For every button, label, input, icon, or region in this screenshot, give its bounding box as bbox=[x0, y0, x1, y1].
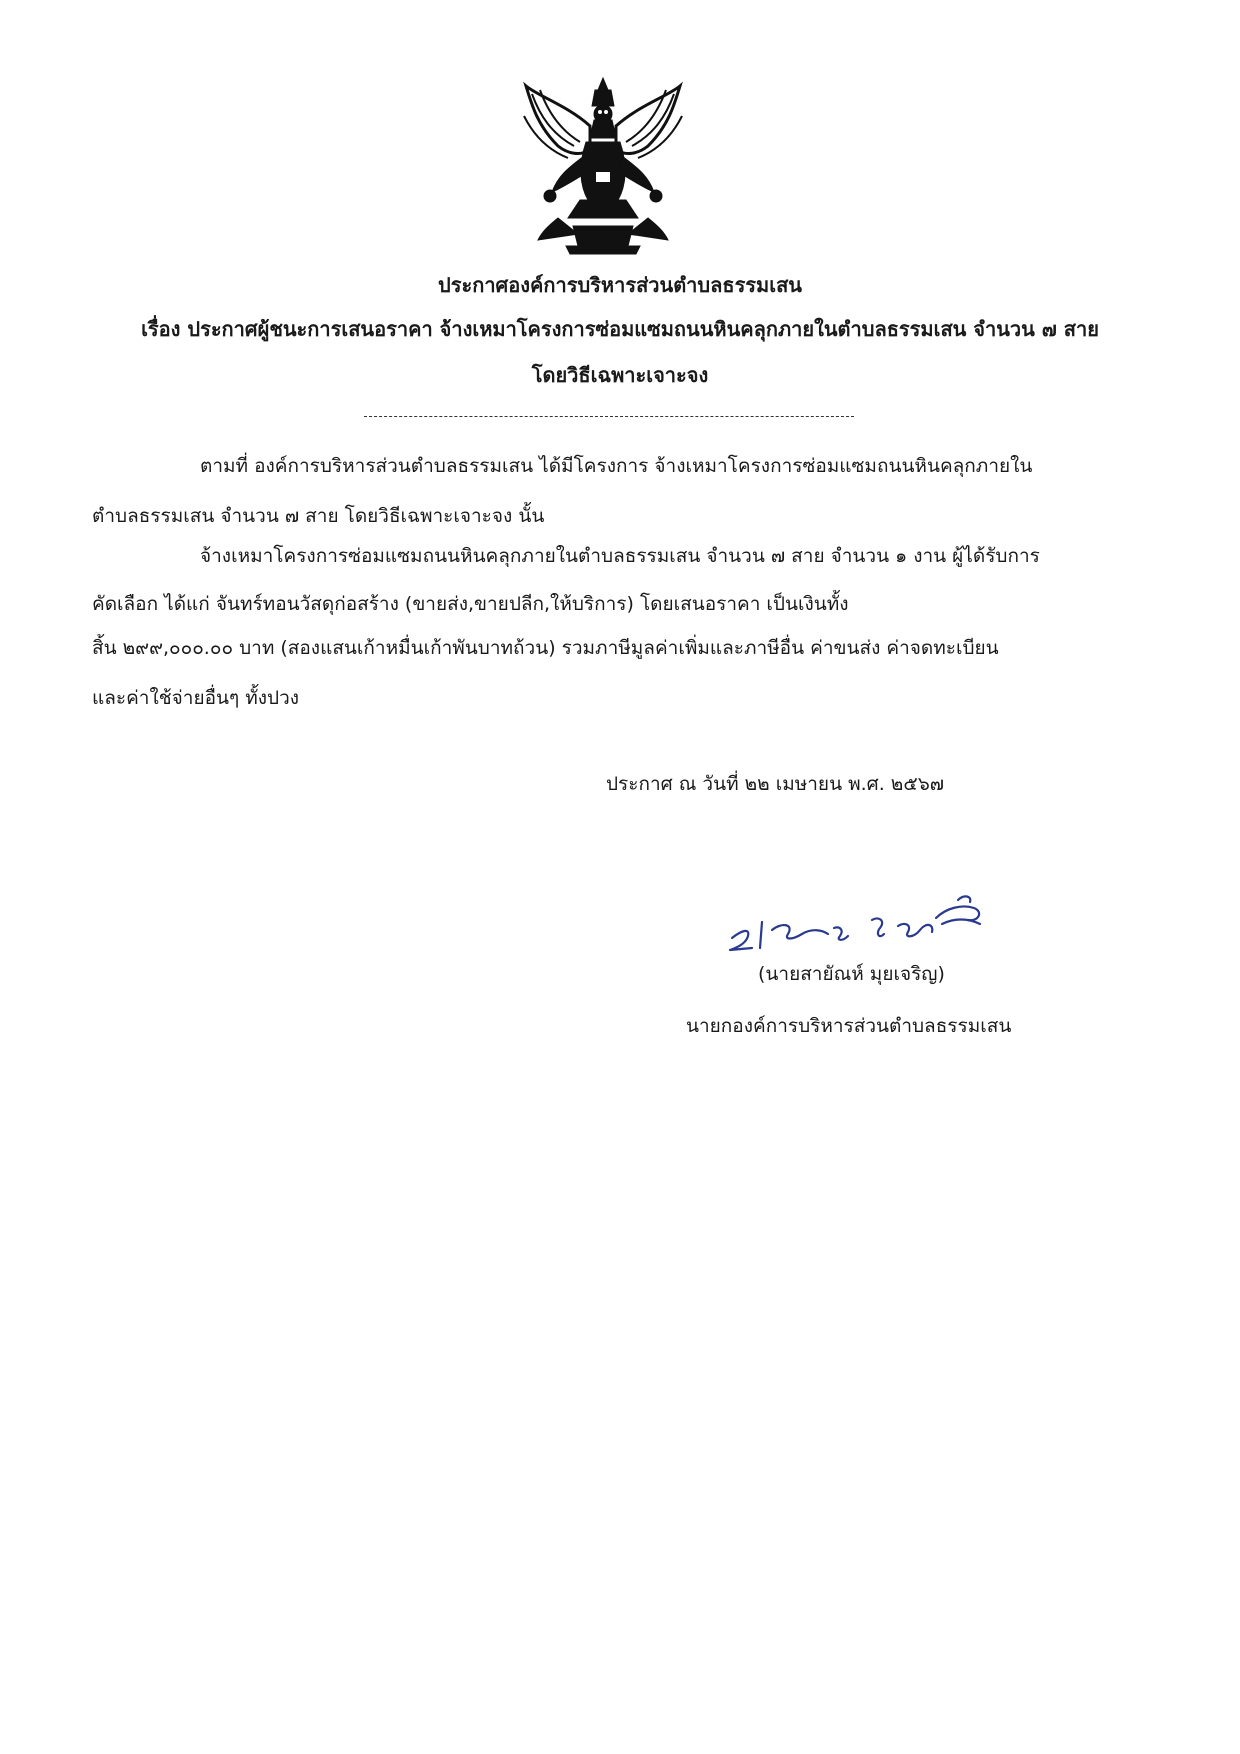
paragraph-1-line-1: ตามที่ องค์การบริหารส่วนตำบลธรรมเสน ได้มีโครงการ จ้างเหมาโครงการซ่อมแซมถนนหินคลุกภายใน bbox=[200, 455, 1033, 477]
paragraph-2-line-4: และค่าใช้จ่ายอื่นๆ ทั้งปวง bbox=[92, 687, 300, 709]
announcement-subject: เรื่อง ประกาศผู้ชนะการเสนอราคา จ้างเหมาโครงการซ่อมแซมถนนหินคลุกภายในตำบลธรรมเสน จำนวน ๗ สาย bbox=[141, 317, 1099, 341]
announcement-title: ประกาศองค์การบริหารส่วนตำบลธรรมเสน bbox=[438, 273, 802, 297]
paragraph-2-line-3: สิ้น ๒๙๙,๐๐๐.๐๐ บาท (สองแสนเก้าหมื่นเก้าพันบาทถ้วน) รวมภาษีมูลค่าเพิ่มและภาษีอื่น ค่าขนส่ง ค่าจดทะเบียน bbox=[92, 637, 999, 659]
signer-name: (นายสายัณห์ มุยเจริญ) bbox=[758, 963, 945, 985]
handwritten-signature bbox=[722, 878, 1002, 968]
announcement-method: โดยวิธีเฉพาะเจาะจง bbox=[531, 363, 709, 387]
paragraph-1-line-2: ตำบลธรรมเสน จำนวน ๗ สาย โดยวิธีเฉพาะเจาะจง นั้น bbox=[92, 505, 545, 527]
paragraph-2-line-1: จ้างเหมาโครงการซ่อมแซมถนนหินคลุกภายในตำบลธรรมเสน จำนวน ๗ สาย จำนวน ๑ งาน ผู้ได้รับการ bbox=[200, 545, 1040, 567]
garuda-emblem-icon bbox=[518, 76, 688, 256]
announcement-date: ประกาศ ณ วันที่ ๒๒ เมษายน พ.ศ. ๒๕๖๗ bbox=[606, 773, 945, 795]
divider bbox=[364, 416, 854, 417]
signer-title: นายกองค์การบริหารส่วนตำบลธรรมเสน bbox=[686, 1015, 1012, 1037]
paragraph-2-line-2: คัดเลือก ได้แก่ จันทร์ทอนวัสดุก่อสร้าง (ขายส่ง,ขายปลีก,ให้บริการ) โดยเสนอราคา เป็นเงินทั้ง bbox=[92, 593, 849, 615]
